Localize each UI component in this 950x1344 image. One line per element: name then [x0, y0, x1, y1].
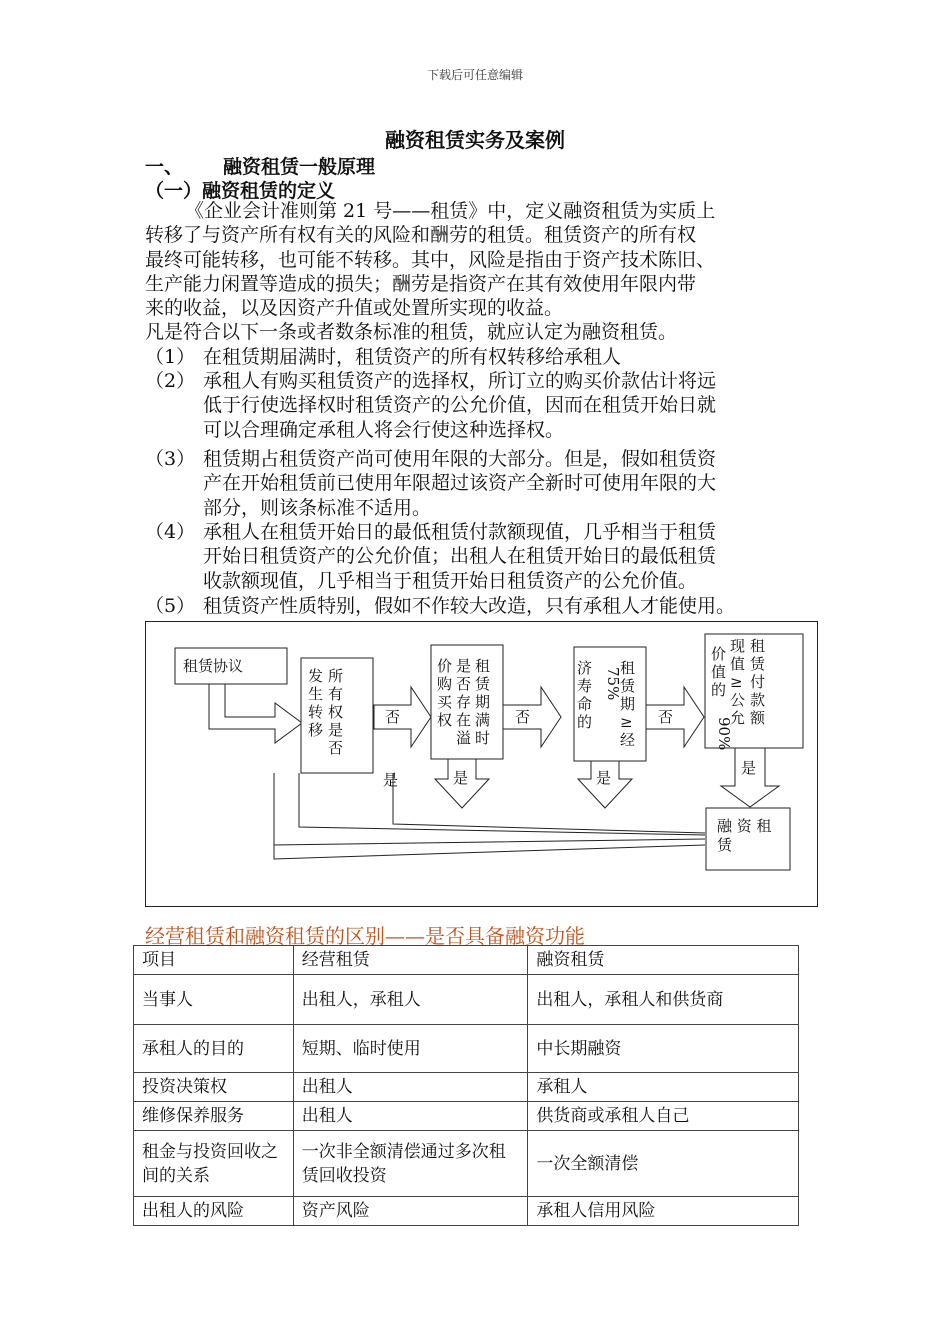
table-row	[134, 1131, 799, 1197]
decision-term-percent: 75%	[604, 667, 622, 701]
criterion-item	[145, 345, 825, 369]
no-label: 否	[658, 708, 674, 726]
criterion-line: 承租人在租赁开始日的最低租赁付款额现值，几乎相当于租赁	[203, 521, 717, 543]
table-cell: 出租人的风险	[134, 1197, 294, 1226]
decision-payment-percent: 90%	[715, 717, 733, 751]
table-header-cell: 融资租赁	[528, 946, 799, 975]
table-row	[134, 975, 799, 1025]
table-cell: 出租人，承租人和供货商	[528, 975, 799, 1025]
criterion-line: 部分，则该条标准不适用。	[203, 496, 432, 519]
yes-label: 是	[596, 769, 612, 787]
paragraph-line: 转移了与资产所有权有关的风险和酬劳的租赁。租赁资产的所有权	[145, 224, 697, 246]
decision-ownership-col: 发生转移	[308, 667, 324, 739]
criterion-line: 在租赁期届满时，租赁资产的所有权转移给承租人	[203, 346, 622, 368]
section-heading	[145, 152, 375, 179]
table-row	[134, 1025, 799, 1073]
table-header-row	[134, 946, 799, 975]
arrow-return-lower	[274, 845, 705, 859]
table-header-cell: 项目	[134, 946, 294, 975]
table-cell: 承租人	[528, 1073, 799, 1102]
criterion-number: （4）	[145, 521, 196, 543]
decision-term-col: 济寿命的	[577, 659, 593, 731]
table-cell: 当事人	[134, 975, 294, 1025]
result-label-line: 融 资 租	[717, 817, 772, 835]
page-header: 下载后可任意编辑	[426, 68, 523, 82]
comparison-title: 经营租赁和融资租赁的区别——是否具备融资功能	[145, 924, 585, 948]
criterion-line: 可以合理确定承租人将会行使这种选择权。	[203, 418, 565, 441]
table-row	[134, 1102, 799, 1131]
decision-purchase-col: 价购买权	[437, 657, 453, 729]
criterion-item	[145, 520, 825, 593]
arrow-start-to-box1	[209, 684, 302, 743]
no-label: 否	[385, 708, 401, 726]
yes-label: 是	[383, 771, 399, 789]
arrow-box1-to-box2	[374, 687, 431, 747]
criterion-line: 低于行使选择权时租赁资产的公允价值，因而在租赁开始日就	[203, 394, 717, 417]
arrow-return-inner	[299, 773, 705, 835]
table-cell: 租金与投资回收之间的关系	[134, 1131, 294, 1197]
decision-term-col: 租赁期≥经	[620, 659, 636, 749]
criterion-line: 收款额现值，几乎相当于租赁开始日租赁资产的公允价值。	[203, 569, 698, 592]
arrow-box3-to-box4	[646, 687, 704, 747]
criterion-line: 租赁资产性质特别，假如不作较大改造，只有承租人才能使用。	[203, 595, 736, 617]
criterion-number: （1）	[145, 346, 196, 368]
paragraph-line: 来的收益，以及因资产升值或处置所实现的收益。	[145, 297, 564, 319]
table-cell: 一次全额清偿	[528, 1131, 799, 1197]
decision-purchase-col: 是否存在溢	[456, 657, 472, 747]
criterion-number: （3）	[145, 448, 196, 470]
document-title: 融资租赁实务及案例	[385, 128, 565, 152]
table-cell: 供货商或承租人自己	[528, 1102, 799, 1131]
criterion-line: 产在开始租赁前已使用年限超过该资产全新时可使用年限的大	[203, 472, 717, 495]
table-cell: 出租人	[293, 1102, 528, 1131]
paragraph-line: 生产能力闲置等造成的损失；酬劳是指资产在其有效使用年限内带	[145, 273, 697, 295]
paragraph-line: 《企业会计准则第 21 号——租赁》中，定义融资租赁为实质上	[185, 200, 716, 222]
criterion-line: 开始日租赁资产的公允价值；出租人在租赁开始日的最低租赁	[203, 545, 717, 568]
start-box-label: 租赁协议	[183, 657, 244, 675]
table-cell: 一次非全额清偿通过多次租赁回收投资	[293, 1131, 528, 1197]
paragraph-line: 凡是符合以下一条或者数条标准的租赁，就应认定为融资租赁。	[145, 321, 678, 343]
table-cell: 中长期融资	[528, 1025, 799, 1073]
table-row	[134, 1197, 799, 1226]
result-label-line: 赁	[717, 836, 733, 854]
arrow-box2-to-box3	[503, 687, 561, 747]
table-cell: 短期、临时使用	[293, 1025, 528, 1073]
decision-payment-col: 价值的	[711, 645, 727, 699]
paragraph-line: 最终可能转移，也可能不转移。其中，风险是指由于资产技术陈旧、	[145, 249, 716, 271]
criterion-item	[145, 447, 825, 520]
no-label: 否	[515, 708, 531, 726]
decision-ownership-col: 所有权是否	[328, 667, 344, 757]
criterion-item	[145, 594, 825, 618]
criterion-item	[145, 369, 825, 442]
criterion-line: 承租人有购买租赁资产的选择权，所订立的购买价款估计将远	[203, 370, 717, 392]
table-header-cell: 经营租赁	[293, 946, 528, 975]
comparison-table	[133, 945, 799, 1226]
table-cell: 维修保养服务	[134, 1102, 294, 1131]
decision-purchase-col: 租赁期满时	[475, 657, 491, 747]
finance-lease-flowchart	[145, 621, 818, 907]
criterion-number: （2）	[145, 370, 196, 392]
arrow-box4-down	[721, 748, 779, 807]
table-cell: 出租人，承租人	[293, 975, 528, 1025]
section-label: 融资租赁一般原理	[223, 156, 376, 178]
section-number: 一、	[145, 156, 184, 178]
table-cell: 资产风险	[293, 1197, 528, 1226]
table-cell: 承租人信用风险	[528, 1197, 799, 1226]
criterion-number: （5）	[145, 595, 196, 617]
decision-payment-col: 租赁付款额	[750, 637, 766, 727]
table-cell: 出租人	[293, 1073, 528, 1102]
yes-label: 是	[453, 769, 469, 787]
table-cell: 承租人的目的	[134, 1025, 294, 1073]
decision-payment-col: 现值≥公允	[730, 637, 746, 727]
table-cell: 投资决策权	[134, 1073, 294, 1102]
criterion-line: 租赁期占租赁资产尚可使用年限的大部分。但是，假如租赁资	[203, 448, 717, 470]
subsection-heading: （一）融资租赁的定义	[145, 180, 336, 202]
yes-label: 是	[741, 759, 757, 777]
table-row	[134, 1073, 799, 1102]
